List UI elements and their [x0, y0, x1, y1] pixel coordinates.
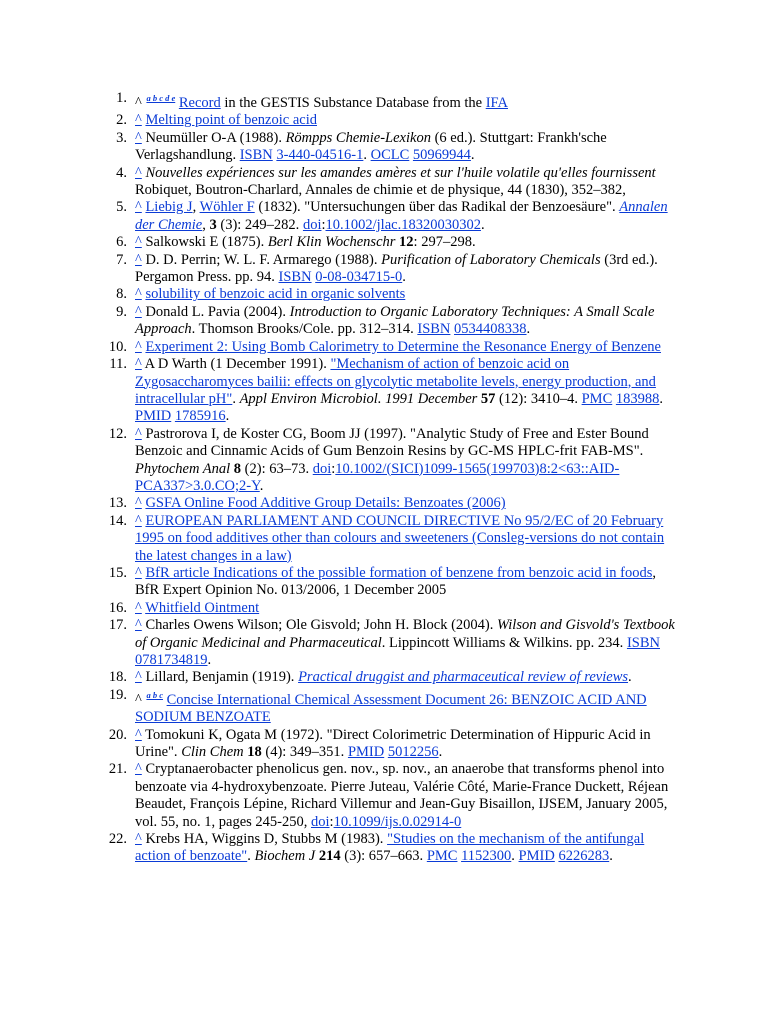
reference-text: Pastrorova I, de Koster CG, Boom JJ (1997). "Analytic Study of Free and Ester Bound Benzoic and Cinnamic Acids of Gum Benzoin Resins by GC-MS HPLC-frit FAB-MS".: [135, 425, 649, 460]
reference-text: .: [628, 669, 632, 686]
backlink-caret[interactable]: ^: [135, 251, 142, 268]
reference-number: 17.: [108, 617, 127, 634]
reference-text: :: [329, 813, 334, 830]
backlink-caret[interactable]: ^: [135, 761, 142, 778]
reference-item: [0, 495, 680, 512]
reference-number: 22.: [108, 831, 127, 848]
reference-link[interactable]: doi: [302, 216, 322, 233]
reference-number: 11.: [109, 356, 127, 373]
reference-link[interactable]: Record: [178, 95, 221, 111]
reference-title: Phytochem Anal: [135, 460, 231, 477]
reference-number: 7.: [116, 251, 127, 268]
reference-text: Lillard, Benjamin (1919).: [141, 669, 299, 686]
reference-item: [0, 426, 680, 496]
backlink-caret[interactable]: ^: [135, 164, 142, 181]
reference-text: ,: [202, 216, 210, 233]
reference-link[interactable]: 10.1002/jlac.18320030302: [325, 216, 481, 233]
reference-title: Introduction to Organic Laboratory Techniques: A Small Scale Approach: [135, 303, 655, 338]
reference-text: Donald L. Pavia (2004).: [141, 303, 290, 320]
reference-link[interactable]: PMID: [518, 848, 555, 865]
reference-link[interactable]: PMID: [347, 744, 385, 761]
backlink-caret[interactable]: ^: [135, 564, 142, 581]
reference-number: 16.: [108, 599, 127, 616]
reference-text: .: [470, 147, 475, 164]
reference-link[interactable]: solubility of benzoic acid in organic solvents: [145, 286, 406, 303]
reference-title: Wilson and Gisvold's Textbook of Organic Medicinal and Pharmaceutical: [135, 617, 675, 651]
reference-text: (1832). "Untersuchungen über das Radikal der Benzoesäure".: [254, 199, 620, 216]
reference-number: 19.: [108, 686, 127, 703]
reference-number: 3.: [116, 129, 127, 146]
reference-title: Clin Chem: [181, 744, 244, 761]
reference-text: Robiquet, Boutron-Charlard, Annales de chimie et de physique, 44 (1830), 352–382,: [135, 182, 626, 199]
backlink-caret[interactable]: ^: [135, 356, 142, 373]
reference-link[interactable]: GSFA Online Food Additive Group Details: Benzoates (2006): [145, 495, 506, 512]
reference-link[interactable]: PMID: [135, 408, 172, 425]
reference-link[interactable]: 6226283: [558, 848, 610, 865]
reference-link[interactable]: 0781734819: [135, 652, 208, 668]
reference-link[interactable]: 183988: [615, 390, 660, 407]
reference-item: [0, 339, 680, 356]
reference-text: Krebs HA, Wiggins D, Stubbs M (1983).: [141, 831, 388, 848]
volume-number: 12: [399, 234, 414, 251]
reference-text: :: [321, 216, 326, 233]
reference-link[interactable]: 10.1002/(SICI)1099-1565(199703)8:2<63::AID-PCA337>3.0.CO;2-Y: [135, 460, 620, 494]
reference-text: in the GESTIS Substance Database from the: [220, 95, 486, 111]
backlink-caret[interactable]: ^: [135, 338, 142, 355]
backlink-caret[interactable]: ^: [135, 495, 142, 512]
reference-link[interactable]: Annalen der Chemie: [135, 199, 668, 233]
reference-number: 1.: [116, 90, 127, 106]
reference-text: .: [247, 848, 255, 865]
reference-link[interactable]: Concise International Chemical Assessment Document 26: BENZOIC ACID AND SODIUM BENZOATE: [135, 691, 647, 726]
volume-number: 18: [247, 744, 262, 761]
reference-title: Biochem J: [254, 848, 316, 865]
reference-text: D. D. Perrin; W. L. F. Armarego (1988).: [141, 251, 382, 268]
reference-number: 8.: [116, 286, 127, 303]
reference-text: .: [225, 408, 230, 425]
reference-text: (2): 63–73.: [241, 460, 313, 477]
reference-link[interactable]: Experiment 2: Using Bomb Calorimetry to Determine the Resonance Energy of Benzene: [145, 338, 661, 355]
reference-link[interactable]: Practical druggist and pharmaceutical review of reviews: [298, 669, 629, 686]
reference-title: Berl Klin Wochenschr: [267, 234, 396, 251]
reference-text: (3): 657–663.: [340, 848, 427, 865]
reference-text: A D Warth (1 December 1991).: [141, 356, 331, 373]
reference-item: [0, 669, 680, 686]
backlink-caret[interactable]: ^: [135, 129, 142, 146]
reference-item: [0, 356, 680, 426]
reference-item: [0, 90, 680, 112]
reference-text: :: [331, 460, 336, 477]
reference-title: Purification of Laboratory Chemicals: [381, 251, 601, 268]
reference-link[interactable]: ISBN: [417, 321, 451, 338]
reference-number: 14.: [108, 512, 127, 529]
reference-item: [0, 130, 680, 165]
reference-text: ,: [192, 199, 200, 216]
volume-number: 8: [233, 460, 242, 477]
reference-link[interactable]: "Studies on the mechanism of the antifungal action of benzoate": [135, 831, 645, 865]
reference-link[interactable]: "Mechanism of action of benzoic acid on Zygosaccharomyces bailii: effects on glycolytic metabolite levels, energy production, and intracellular pH": [135, 356, 656, 407]
reference-item: [0, 165, 680, 200]
reference-item: [0, 617, 680, 669]
reference-link[interactable]: OCLC: [370, 147, 410, 164]
reference-link[interactable]: 0-08-034715-0: [315, 269, 403, 286]
reference-link[interactable]: ISBN: [626, 634, 660, 651]
reference-item: [0, 761, 680, 831]
reference-text: .: [259, 477, 264, 494]
reference-item: [0, 252, 680, 287]
reference-link[interactable]: Wöhler F: [199, 199, 255, 216]
reference-link[interactable]: 5012256: [387, 744, 439, 761]
reference-link[interactable]: BfR article Indications of the possible formation of benzene from benzoic acid in foods: [145, 564, 653, 581]
reference-title: Römpps Chemie-Lexikon: [285, 129, 431, 146]
reference-link[interactable]: Whitfield Ointment: [145, 599, 260, 616]
reference-link[interactable]: 50969944: [412, 147, 471, 164]
reference-number: 6.: [116, 234, 127, 251]
reference-title: Nouvelles expériences sur les amandes amères et sur l'huile volatile qu'elles fournissent: [145, 164, 656, 181]
reference-item: [0, 199, 680, 234]
reference-number: 2.: [116, 112, 127, 129]
reference-link[interactable]: PMC: [426, 848, 458, 865]
reference-text: (6 ed.). Stuttgart: Frankh'sche Verlagshandlung.: [135, 129, 607, 164]
reference-text: Tomokuni K, Ogata M (1972). "Direct Colorimetric Determination of Hippuric Acid in Urine".: [135, 726, 651, 761]
backlink-letters[interactable]: a b c d e: [146, 93, 176, 103]
reference-title: Appl Environ Microbiol. 1991 December: [239, 390, 478, 407]
reference-link[interactable]: 0534408338: [454, 321, 527, 338]
reference-text: .: [609, 848, 613, 865]
reference-text: Cryptanaerobacter phenolicus gen. nov., sp. nov., an anaerobe that transforms phenol into benzoate via 4-hydroxybenzoate. Pierre Juteau, Valérie Côté, Marie-France Duckett, Réjean Beaudet, François Lépine, Richard Villemur and Jean-Guy Bisaillon, IJSEM, January 2005, vol. 55, no. 1, pages 245-250,: [135, 761, 669, 830]
backlink-caret[interactable]: ^: [135, 617, 142, 634]
reference-text: ^: [135, 691, 146, 708]
reference-number: 18.: [108, 669, 127, 686]
reference-text: .: [480, 216, 485, 233]
backlink-letters[interactable]: a b c: [146, 689, 163, 700]
reference-number: 21.: [108, 761, 127, 778]
reference-text: (3rd ed.). Pergamon Press. pp. 94.: [135, 251, 658, 286]
backlink-caret[interactable]: ^: [135, 669, 142, 686]
reference-link[interactable]: IFA: [485, 95, 508, 111]
backlink-caret[interactable]: ^: [135, 112, 142, 129]
reference-item: [0, 234, 680, 251]
reference-text: .: [659, 390, 663, 407]
backlink-caret[interactable]: ^: [135, 234, 142, 251]
reference-item: [0, 513, 680, 565]
reference-link[interactable]: 1785916: [174, 408, 226, 425]
backlink-caret[interactable]: ^: [135, 599, 142, 616]
reference-number: 10.: [108, 338, 127, 355]
reference-item: [0, 112, 680, 129]
reference-number: 9.: [116, 303, 127, 320]
reference-text: .: [207, 652, 212, 668]
reference-text: Neumüller O-A (1988).: [141, 129, 286, 146]
reference-link[interactable]: EUROPEAN PARLIAMENT AND COUNCIL DIRECTIVE No 95/2/EC of 20 February 1995 on food additives other than colours and sweeteners (Consleg-versions do not contain the latest changes in a law): [135, 512, 665, 564]
reference-link[interactable]: 1152300: [461, 848, 512, 865]
reference-link[interactable]: 10.1099/ijs.0.02914-0: [333, 813, 462, 830]
reference-text: .: [232, 390, 240, 407]
reference-item: [0, 600, 680, 617]
reference-link[interactable]: ISBN: [239, 147, 273, 164]
reference-number: 12.: [108, 425, 127, 442]
reference-link[interactable]: ISBN: [278, 269, 312, 286]
reference-link[interactable]: Liebig J: [145, 199, 193, 216]
reference-link[interactable]: Melting point of benzoic acid: [145, 112, 317, 129]
reference-text: (12): 3410–4.: [495, 390, 582, 407]
volume-number: 214: [318, 848, 341, 865]
reference-number: 4.: [116, 164, 127, 181]
reference-number: 20.: [108, 726, 127, 743]
reference-number: 5.: [116, 199, 127, 216]
reference-text: , BfR Expert Opinion No. 013/2006, 1 December 2005: [135, 564, 657, 599]
backlink-caret[interactable]: ^: [135, 512, 142, 529]
reference-item: [0, 687, 680, 727]
reference-text: ^: [135, 95, 146, 111]
reference-item: [0, 565, 680, 600]
reference-link[interactable]: doi: [312, 460, 332, 477]
reference-link[interactable]: 3-440-04516-1: [276, 147, 364, 164]
reference-text: . Lippincott Williams & Wilkins. pp. 234.: [381, 634, 627, 651]
reference-link[interactable]: doi: [311, 813, 330, 830]
reference-text: .: [526, 321, 531, 338]
reference-text: : 297–298.: [413, 234, 476, 251]
reference-text: .: [511, 848, 519, 865]
reference-text: .: [438, 744, 443, 761]
reference-link[interactable]: PMC: [581, 390, 613, 407]
reference-item: [0, 286, 680, 303]
backlink-caret[interactable]: ^: [135, 425, 142, 442]
reference-text: . Thomson Brooks/Cole. pp. 312–314.: [191, 321, 418, 338]
reference-number: 13.: [108, 495, 127, 512]
backlink-caret[interactable]: ^: [135, 199, 142, 216]
reference-list: [0, 90, 680, 866]
reference-text: Salkowski E (1875).: [141, 234, 268, 251]
backlink-caret[interactable]: ^: [135, 726, 142, 743]
reference-number: 15.: [108, 564, 127, 581]
volume-number: 3: [209, 216, 217, 233]
reference-item: [0, 304, 680, 339]
reference-text: (3): 249–282.: [216, 216, 303, 233]
reference-text: .: [402, 269, 406, 286]
reference-text: .: [363, 147, 371, 164]
backlink-caret[interactable]: ^: [135, 831, 142, 848]
backlink-caret[interactable]: ^: [135, 286, 142, 303]
reference-text: (4): 349–351.: [261, 744, 348, 761]
reference-text: Charles Owens Wilson; Ole Gisvold; John H. Block (2004).: [141, 617, 497, 634]
backlink-caret[interactable]: ^: [135, 303, 142, 320]
reference-item: [0, 727, 680, 762]
reference-item: [0, 831, 680, 866]
volume-number: 57: [480, 390, 496, 407]
